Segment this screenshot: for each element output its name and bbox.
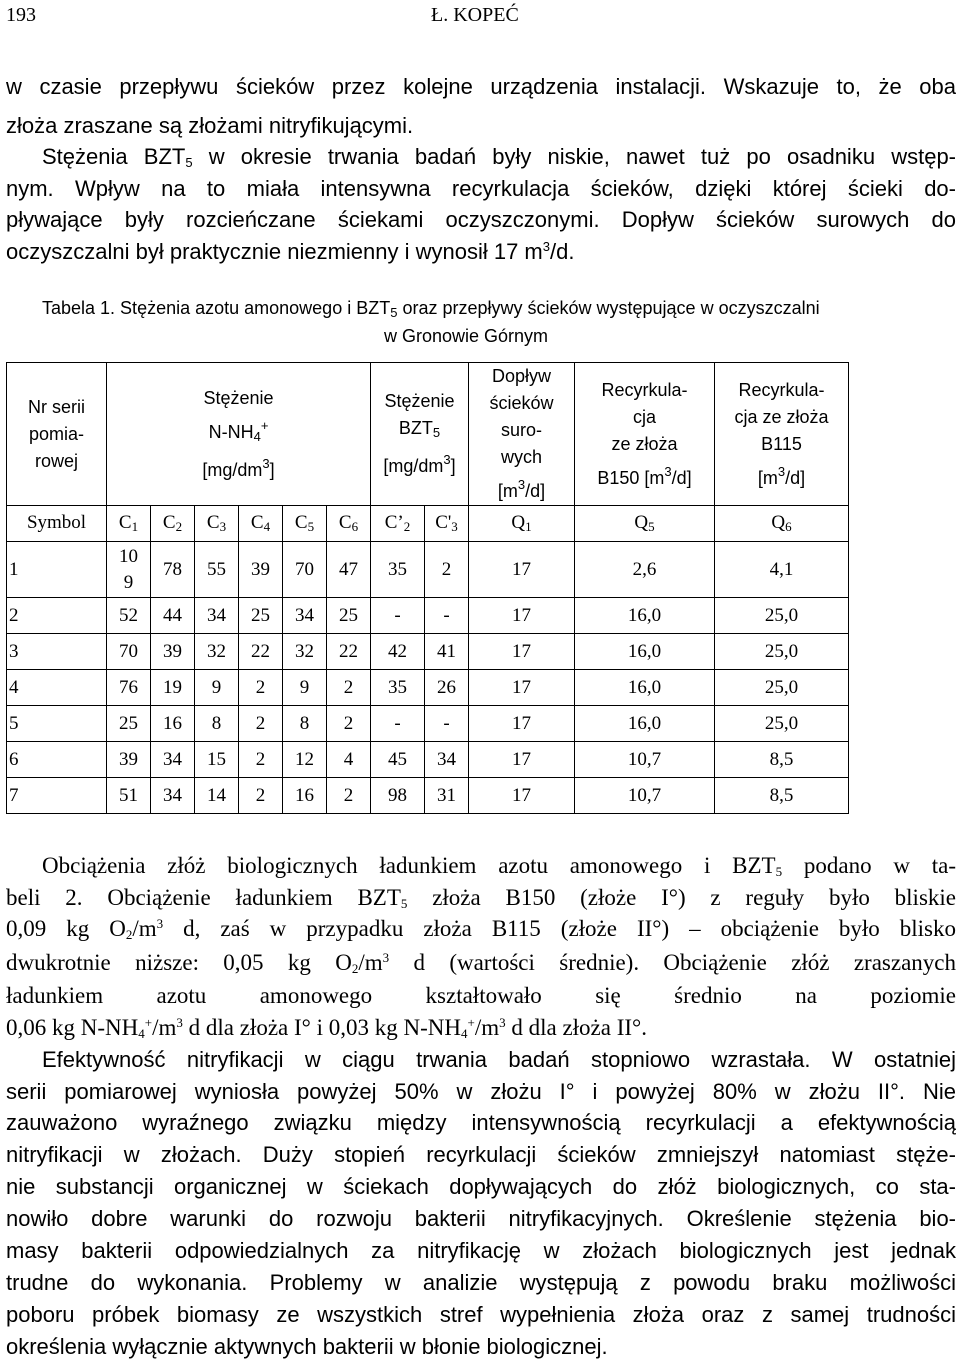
symbol-cell: $C_3$ bbox=[195, 506, 239, 542]
text-line: zauważono wyraźnego związku między intensywnością recyrkulacji a efektywnością bbox=[6, 1110, 956, 1135]
header-bzt: Stężenie $BZT_5$ $[mg/dm^3]$ bbox=[371, 363, 469, 506]
header-nh4: Stężenie $N-NH_4^+$ $[mg/dm^3]$ bbox=[107, 363, 371, 506]
table-cell: 42 bbox=[371, 634, 425, 670]
table-cell: 17 bbox=[469, 598, 575, 634]
table-cell: 34 bbox=[151, 742, 195, 778]
table-cell: 52 bbox=[107, 598, 151, 634]
table-cell: 17 bbox=[469, 742, 575, 778]
symbol-cell: $C_2$ bbox=[151, 506, 195, 542]
text-line: nie substancji organicznej w ściekach dopływających do złóż biologicznych, co sta- bbox=[6, 1174, 956, 1199]
table-cell: 34 bbox=[151, 778, 195, 814]
table-cell: 4 bbox=[7, 670, 107, 706]
table-cell: 2 bbox=[7, 598, 107, 634]
table-cell: 7 bbox=[7, 778, 107, 814]
table-cell: 25 bbox=[239, 598, 283, 634]
symbol-cell: $C_1$ bbox=[107, 506, 151, 542]
table-cell: - bbox=[371, 706, 425, 742]
text-line: dwukrotnie niższe: 0,05 kg $O_2/m^3$ d (wartości średnie). Obciążenie złóż zraszanych bbox=[6, 950, 956, 976]
table-cell: 5 bbox=[7, 706, 107, 742]
symbol-cell: Symbol bbox=[7, 506, 107, 542]
table-cell: 16 bbox=[151, 706, 195, 742]
text-line: trudne do wykonania. Problemy w analizie występują z powodu braku możliwości bbox=[6, 1270, 956, 1295]
text-line: Efektywność nitryfikacji w ciągu trwania badań stopniowo wzrastała. W ostatniej bbox=[42, 1047, 956, 1072]
table-cell: 25,0 bbox=[715, 634, 849, 670]
running-header: Ł. KOPEĆ bbox=[431, 4, 519, 26]
table-row bbox=[7, 742, 849, 778]
symbol-cell: $Q_6$ bbox=[715, 506, 849, 542]
table-cell: 16,0 bbox=[575, 634, 715, 670]
table-cell: 32 bbox=[195, 634, 239, 670]
table-cell: 8 bbox=[283, 706, 327, 742]
table-cell: 9 bbox=[283, 670, 327, 706]
table-cell: 32 bbox=[283, 634, 327, 670]
table-cell: - bbox=[425, 706, 469, 742]
table-cell: 17 bbox=[469, 778, 575, 814]
header-recirc-b150: Recyrkula- cja ze złoża B150 $[m^3/d]$ bbox=[575, 363, 715, 506]
table-cell: - bbox=[371, 598, 425, 634]
text-line: oczyszczalni był praktycznie niezmienny i wynosił 17 $m^3/d$. bbox=[6, 239, 575, 264]
table-cell: 35 bbox=[371, 542, 425, 598]
symbol-cell: $Q_1$ bbox=[469, 506, 575, 542]
table-cell: 6 bbox=[7, 742, 107, 778]
table-cell: 3 bbox=[7, 634, 107, 670]
text-line: złoża zraszane są złożami nitryfikującymi. bbox=[6, 113, 414, 138]
table-cell: 34 bbox=[425, 742, 469, 778]
text-line: 0,06 kg $N-NH_4^+/m^3$ d dla złoża I° i 0,03 kg $N-NH_4^+/m^3$ d dla złoża II°. bbox=[6, 1015, 647, 1041]
table-cell: 17 bbox=[469, 542, 575, 598]
table-cell: 22 bbox=[327, 634, 371, 670]
table-caption: Tabela 1. Stężenia azotu amonowego i $BZT_5$ oraz przepływy ścieków występujące w oczyszczalni bbox=[42, 298, 820, 320]
table-cell: 39 bbox=[107, 742, 151, 778]
page-number: 193 bbox=[6, 4, 36, 26]
table-cell: 2,6 bbox=[575, 542, 715, 598]
table-cell: 16 bbox=[283, 778, 327, 814]
table-cell: 2 bbox=[239, 670, 283, 706]
symbol-cell: $Q_5$ bbox=[575, 506, 715, 542]
symbol-cell: $C_6$ bbox=[327, 506, 371, 542]
text-line: nitryfikacji w złożach. Duży stopień recyrkulacji ścieków zmniejszył natomiast stęże- bbox=[6, 1142, 956, 1167]
table-cell: 70 bbox=[107, 634, 151, 670]
table-cell: 44 bbox=[151, 598, 195, 634]
table-cell: 39 bbox=[239, 542, 283, 598]
symbol-row bbox=[7, 506, 849, 542]
table-cell: 31 bbox=[425, 778, 469, 814]
table-cell: 16,0 bbox=[575, 598, 715, 634]
table-cell: 2 bbox=[327, 778, 371, 814]
table-row bbox=[7, 778, 849, 814]
table-cell: 34 bbox=[195, 598, 239, 634]
symbol-cell: $C_4$ bbox=[239, 506, 283, 542]
text-line: pływające były rozcieńczane ściekami oczyszczonymi. Dopływ ścieków surowych do bbox=[6, 207, 956, 232]
text-line: określenia wyłącznie aktywnych bakterii w błonie biologicznej. bbox=[6, 1334, 608, 1359]
table-cell: 17 bbox=[469, 670, 575, 706]
table-cell: 2 bbox=[327, 670, 371, 706]
table-cell: 10,7 bbox=[575, 742, 715, 778]
table-cell: 4,1 bbox=[715, 542, 849, 598]
table-cell: 26 bbox=[425, 670, 469, 706]
table-cell: 51 bbox=[107, 778, 151, 814]
table-cell: 2 bbox=[239, 742, 283, 778]
table-cell: 17 bbox=[469, 706, 575, 742]
table-cell: 2 bbox=[327, 706, 371, 742]
table-cell: 8,5 bbox=[715, 742, 849, 778]
text-line: poboru próbek biomasy ze wszystkich stref wypełnienia złoża oraz z samej trudności bbox=[6, 1302, 956, 1327]
table-cell: 16,0 bbox=[575, 670, 715, 706]
table-header-row bbox=[7, 363, 849, 506]
table-cell: 19 bbox=[151, 670, 195, 706]
symbol-cell: $C_5$ bbox=[283, 506, 327, 542]
text-line: ładunkiem azotu amonowego kształtowało się średnio na poziomie bbox=[6, 983, 956, 1008]
table-caption-line-2: w Gronowie Górnym bbox=[384, 326, 549, 346]
table-cell: 70 bbox=[283, 542, 327, 598]
data-table bbox=[6, 362, 849, 814]
table-cell: 76 bbox=[107, 670, 151, 706]
table-cell: 15 bbox=[195, 742, 239, 778]
table-cell: - bbox=[425, 598, 469, 634]
text-line: Obciążenia złóż biologicznych ładunkiem azotu amonowego i $BZT_5$ podano w ta- bbox=[42, 853, 956, 879]
table-cell: 2 bbox=[239, 706, 283, 742]
table-cell: 12 bbox=[283, 742, 327, 778]
table-cell: 10,7 bbox=[575, 778, 715, 814]
table-cell: 2 bbox=[239, 778, 283, 814]
table-cell: 8,5 bbox=[715, 778, 849, 814]
table-cell: 55 bbox=[195, 542, 239, 598]
table-cell: 14 bbox=[195, 778, 239, 814]
table-row bbox=[7, 598, 849, 634]
table-cell: 47 bbox=[327, 542, 371, 598]
header-inflow: Dopływ ścieków suro- wych $[m^3/d]$ bbox=[469, 363, 575, 506]
header-series: Nr serii pomia- rowej bbox=[7, 363, 107, 506]
table-row bbox=[7, 706, 849, 742]
table-cell: 25,0 bbox=[715, 706, 849, 742]
table-row bbox=[7, 542, 849, 598]
table-cell: 25,0 bbox=[715, 598, 849, 634]
table-cell: 25 bbox=[327, 598, 371, 634]
text-line: serii pomiarowej wyniosła powyżej 50% w złożu I° i powyżej 80% w złożu II°. Nie bbox=[6, 1079, 956, 1104]
table-cell: 17 bbox=[469, 634, 575, 670]
text-line: beli 2. Obciążenie ładunkiem $BZT_5$ złoża B150 (złoże I°) z reguły było bliskie bbox=[6, 885, 956, 911]
text-line: nowiło dobre warunki do rozwoju bakterii nitryfikacyjnych. Określenie stężenia bio- bbox=[6, 1206, 956, 1231]
table-cell: 78 bbox=[151, 542, 195, 598]
symbol-cell: $C’_2$ bbox=[371, 506, 425, 542]
header-recirc-b115: Recyrkula- cja ze złoża B115 $[m^3/d]$ bbox=[715, 363, 849, 506]
text-line: masy bakterii odpowiedzialnych za nitryfikację w złożach biologicznych jest jednak bbox=[6, 1238, 956, 1263]
table-cell: 1 bbox=[7, 542, 107, 598]
table-cell: 34 bbox=[283, 598, 327, 634]
table-cell: 25,0 bbox=[715, 670, 849, 706]
table-cell: 22 bbox=[239, 634, 283, 670]
table-cell: 10 9 bbox=[107, 542, 151, 598]
symbol-cell: $C'_3$ bbox=[425, 506, 469, 542]
table-cell: 16,0 bbox=[575, 706, 715, 742]
table-row bbox=[7, 670, 849, 706]
table-cell: 25 bbox=[107, 706, 151, 742]
table-cell: 41 bbox=[425, 634, 469, 670]
table-cell: 4 bbox=[327, 742, 371, 778]
text-line: Stężenia $BZT_5$ w okresie trwania badań były niskie, nawet tuż po osadniku wstęp- bbox=[42, 144, 956, 170]
table-cell: 98 bbox=[371, 778, 425, 814]
table-cell: 45 bbox=[371, 742, 425, 778]
text-line: 0,09 kg $O_2/m^3$ d, zaś w przypadku złoża B115 (złoże II°) – obciążenie było blisko bbox=[6, 916, 956, 942]
table-cell: 2 bbox=[425, 542, 469, 598]
text-line: w czasie przepływu ścieków przez kolejne urządzenia instalacji. Wskazuje to, że oba bbox=[6, 74, 956, 99]
table-row bbox=[7, 634, 849, 670]
table-cell: 35 bbox=[371, 670, 425, 706]
table-cell: 39 bbox=[151, 634, 195, 670]
table-cell: 8 bbox=[195, 706, 239, 742]
table-cell: 9 bbox=[195, 670, 239, 706]
text-line: nym. Wpływ na to miała intensywna recyrkulacja ścieków, dzięki której ścieki do- bbox=[6, 176, 956, 201]
